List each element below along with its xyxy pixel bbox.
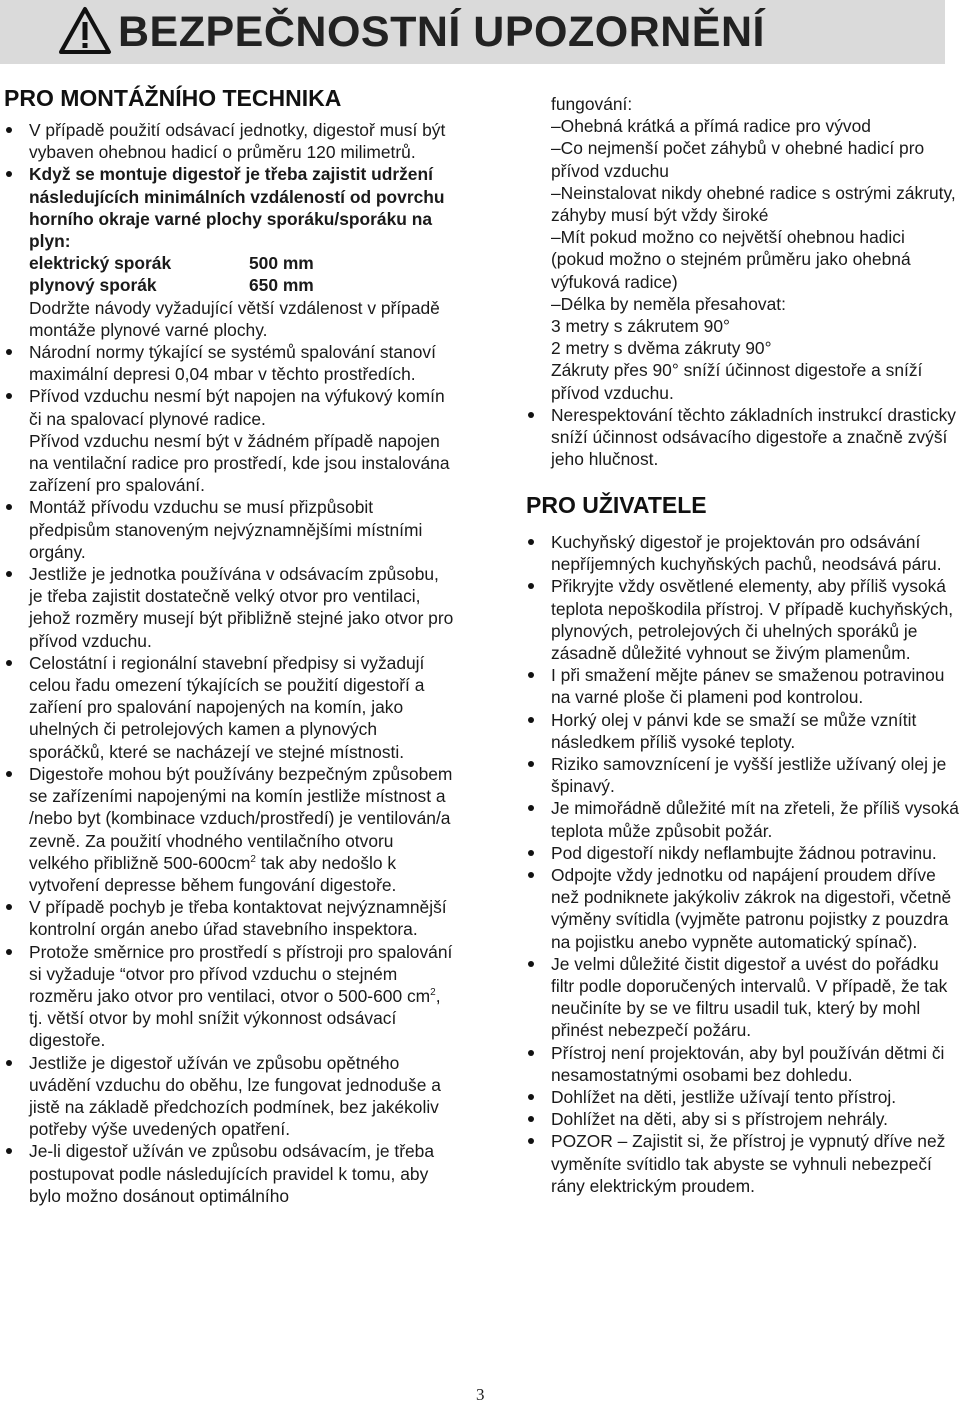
bullet-text: V případě použití odsávací jednotky, digestoř musí být vybaven ohebnou hadicí o průměru 120 milimetrů. [29,120,446,163]
bullet-text: Přikryjte vždy osvětlené elementy, aby příliš vysoká teplota nepoškodila přístroj. V případě kuchyňských, plynových, petrolejových či uhelných sporáků je zásadně důležité vyhnout se živým plamenům. [551,576,954,664]
bullet-text: Montáž přívodu vzduchu se musí přizpůsobit předpisům stanoveným nejvýznamnějšími místními orgány. [29,497,423,562]
list-item-continuation [4,430,454,497]
banner-title: BEZPEČNOSTNÍ UPOZORNĚNÍ [118,8,765,56]
superscript: 2 [430,987,436,999]
bullet-text: POZOR – Zajistit si, že přístroj je vypnutý dříve než vyměníte svítidlo tak abyste se vyhnuli nebezpečí rány elektrickým proudem. [551,1131,946,1196]
bullet-text: V případě pochyb je třeba kontaktovat nejvýznamnější kontrolní orgán anebo úřad stavebního inspektora. [29,897,447,940]
distance-row [29,252,454,274]
right-column-user [526,531,960,1197]
list-item [526,953,960,1042]
list-item-continuation [526,93,960,115]
list-item [4,563,454,652]
bullet-text: Horký olej v pánvi kde se smaží se může vznítit následkem příliš vysoké teploty. [551,709,917,752]
dash-text: Neinstalovat nikdy ohebné radice s ostrými zákruty, záhyby musí být vždy široké [551,182,956,226]
list-item [526,1042,960,1086]
bullet-text: Digestoře mohou být používány bezpečným způsobem se zařízeními napojenými na komín jestliže místnost a /nebo byt (kombinace vzduch/prostředí) je ventilován/a zevně. Za použití vhodného ventilačního otvoru velkého přibližně 500-600cm [29,763,453,873]
dash-item [526,226,960,293]
bullet-text: Je-li digestoř užíván ve způsobu odsávacím, je třeba postupovat podle následujících pravidel k tomu, aby bylo možno dosánout optimálního [29,1141,435,1206]
dash-item [526,293,960,315]
length-text: 3 metry s zákrutem 90° [551,316,730,337]
bullet-text: Riziko samovznícení je vyšší jestliže užívaný olej je špinavý. [551,754,947,797]
warning-triangle-icon [58,6,112,56]
dash-marker: – [551,293,561,314]
bullet-text: I při smažení mějte pánev se smaženou potravinou na varné ploše či plameni pod kontrolou. [551,665,945,708]
list-item [526,864,960,953]
dash-marker: – [551,138,561,159]
bullet-text: Dohlížet na děti, jestliže užívají tento přístroj. [551,1087,897,1108]
list-item [526,1108,960,1130]
list-item [4,1052,454,1141]
dash-item [526,137,960,181]
bullet-text: Přívod vzduchu nesmí být v žádném případě napojen na ventilační radice pro prostředí, kde jsou instalována zařízení pro spalování. [29,430,450,496]
section-heading-technician: PRO MONTÁŽNÍHO TECHNIKA [4,85,342,111]
length-item [526,337,960,359]
list-item [526,1130,960,1197]
list-item [526,842,960,864]
page-number: 3 [476,1385,485,1404]
bullet-text: Pod digestoří nikdy neflambujte žádnou potravinu. [551,842,937,863]
list-item [4,119,454,163]
distance-label: elektrický sporák [29,253,172,274]
length-item [526,315,960,337]
right-column-top [526,93,960,470]
bullet-text: tak aby nedošlo k vytvoření depresse během fungování digestoře. [29,852,397,895]
list-item [4,163,454,341]
distance-value: 500 mm [249,253,314,274]
list-item [526,709,960,753]
bullet-text: Přívod vzduchu nesmí být napojen na výfukový komín či na spalovací plynové radice. [29,386,445,429]
dash-text: Ohebná krátká a přímá radice pro vývod [560,116,871,137]
list-item [4,1140,454,1207]
dash-item [526,182,960,226]
bullet-text: Jestliže je jednotka používána v odsávacím způsobu, je třeba zajistit dostatečně velký otvor pro ventilaci, jehož rozměry musejí být přibližně stejné jako otvor pro přívod vzduchu. [29,564,454,651]
length-item [526,359,960,403]
bullet-text: Kuchyňský digestoř je projektován pro odsávání nepříjemných kuchyňských pachů, neodsává páru. [551,532,942,575]
list-item [4,385,454,429]
distance-label: plynový sporák [29,275,157,296]
list-item [526,575,960,664]
section-heading-user: PRO UŽIVATELE [526,492,707,518]
list-item [526,404,960,471]
bullet-text: Odpojte vždy jednotku od napájení proudem dříve než podniknete jakýkoliv zákrok na digestoři, včetně výměny svítidla (vyjměte patronu pojistky z pouzdra na pojistku anebo vypněte automatický spínač). [551,865,952,952]
list-item [526,664,960,708]
length-text: 2 metry s dvěma zákruty 90° [551,338,772,359]
bullet-text-bold: Když se montuje digestoř je třeba zajistit udržení následujících minimálních vzdáleností od povrchu horního okraje varné plochy sporáku/sporáku na plyn: [29,164,445,252]
dash-item [526,115,960,137]
distance-value: 650 mm [249,275,314,296]
bullet-text: , tj. větší otvor by mohl snížit výkonnost odsávací digestoře. [29,985,441,1051]
left-column [4,119,454,1207]
bullet-text: Je velmi důležité čistit digestoř a uvést do pořádku filtr podle doporučených intervalů. V případě, že tak neučiníte by se ve filtru usadil tuk, který by mohl přinést nebezpečí požáru. [551,953,948,1041]
list-item [526,1086,960,1108]
bullet-text: Celostátní i regionální stavební předpisy si vyžadují celou řadu omezení týkajících se použití digestoří a zaříení pro spalování napojených na komín, jako uhelných či petrolejových kamen a plynových sporáčků, které se nacházejí ve stejné místnosti. [29,652,425,762]
dash-text: Co nejmenší počet záhybů v ohebné hadicí pro přívod vzduchu [551,138,925,181]
list-item [4,941,454,1052]
list-item [4,763,454,896]
bullet-text: Dohlížet na děti, aby si s přístrojem nehrály. [551,1109,889,1130]
bullet-text: Nerespektování těchto základních instrukcí drasticky sníží účinnost odsávacího digestoře a značně zvýší jeho hlučnost. [551,404,957,470]
bullet-text: Jestliže je digestoř užíván ve způsobu opětného uvádění vzduchu do oběhu, lze fungovat jednoduše a jistě na základě předchozích podmínek, bez jakékoliv potřeby výše uvedených opatření. [29,1052,441,1140]
bullet-text: Dodržte návody vyžadující větší vzdálenost v případě montáže plynové varné plochy. [29,297,440,340]
dash-text: Délka by neměla přesahovat: [560,293,786,314]
list-item [4,896,454,940]
bullet-text: Přístroj není projektován, aby byl používán dětmi či nesamostatnými osobami bez dohledu. [551,1042,945,1085]
bullet-text: Protože směrnice pro prostředí s přístroji pro spalování si vyžaduje “otvor pro přívod vzduchu o stejném rozměru jako otvor pro ventilaci, otvor o 500-600 cm [29,941,453,1006]
dash-text: Mít pokud možno co největší ohebnou hadici (pokud možno o stejném průměru jako ohebná výfuková radice) [551,227,911,292]
dash-marker: – [551,227,561,248]
dash-marker: – [551,182,561,203]
dash-marker: – [551,116,561,137]
list-item [526,753,960,797]
bullet-text: Národní normy týkající se systémů spalování stanoví maximální depresi 0,04 mbar v těchto prostředích. [29,342,436,385]
bullet-text: Je mimořádně důležité mít na zřeteli, že příliš vysoká teplota může způsobit požár. [551,798,959,841]
superscript: 2 [250,853,256,865]
warning-banner [0,0,945,64]
length-text: Zákruty přes 90° sníží účinnost digestoře a sníží přívod vzduchu. [551,360,923,403]
list-item [4,496,454,563]
distance-row [29,274,454,296]
list-item [526,797,960,841]
list-item [4,652,454,763]
list-item [526,531,960,575]
list-item [4,341,454,385]
bullet-text: fungování: [551,94,633,114]
